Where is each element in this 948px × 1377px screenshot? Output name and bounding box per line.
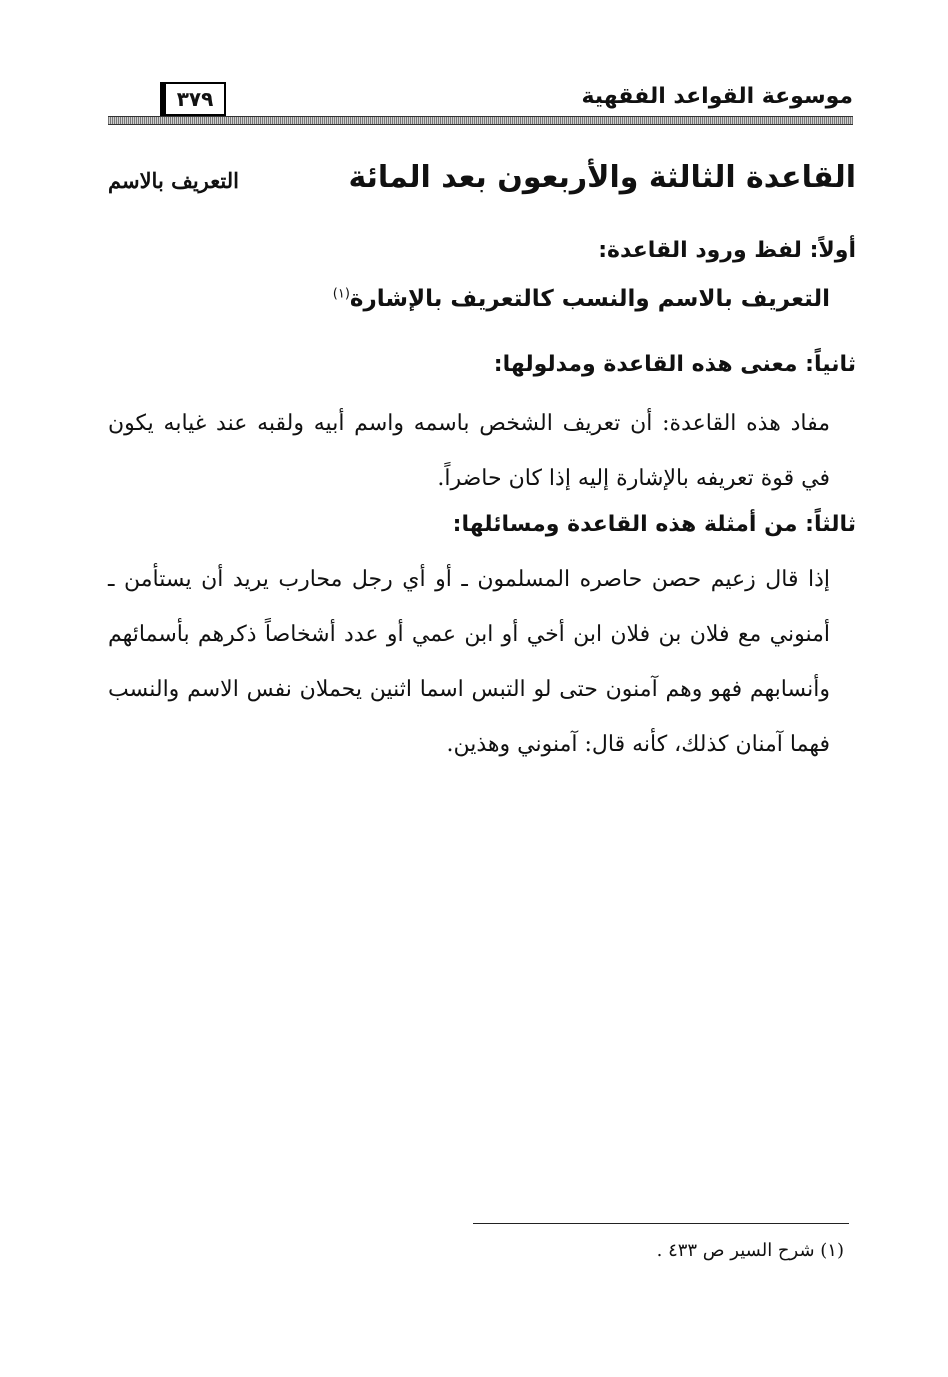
running-header	[108, 80, 853, 126]
section-heading-second: ثانياً: معنى هذه القاعدة ومدلولها:	[493, 352, 856, 377]
meaning-paragraph: مفاد هذه القاعدة: أن تعريف الشخص باسمه واسم أبيه ولقبه عند غيابه يكون في قوة تعريفه بالإشارة إليه إذا كان حاضراً.	[108, 411, 830, 491]
header-decorative-rule	[108, 116, 853, 125]
footnote-separator	[473, 1223, 849, 1224]
rule-wording-text: التعريف بالاسم والنسب كالتعريف بالإشارة	[349, 286, 830, 312]
section-heading-third: ثالثاً: من أمثلة هذه القاعدة ومسائلها:	[452, 512, 856, 537]
rule-title: القاعدة الثالثة والأربعون بعد المائة	[348, 160, 856, 195]
section-heading-first: أولاً: لفظ ورود القاعدة:	[598, 238, 856, 263]
footnote: (١) شرح السير ص ٤٣٣ .	[656, 1240, 844, 1261]
footnote-reference: (١)	[332, 286, 350, 302]
examples-paragraph: إذا قال زعيم حصن حاصره المسلمون ـ أو أي رجل محارب يريد أن يستأمن ـ أمنوني مع فلان بن فلان ابن أخي أو ابن عمي أو عدد أشخاصاً ذكرهم بأسمائهم وأنسابهم فهو وهم آمنون حتى لو التبس اسما اثنين يحملان نفس الاسم والنسب فهما آمنان كذلك، كأنه قال: آمنوني وهذين.	[108, 567, 830, 757]
rule-wording	[333, 286, 830, 312]
page-number: ٣٧٩	[160, 82, 226, 116]
book-title: موسوعة القواعد الفقهية	[581, 84, 853, 109]
rule-side-label: التعريف بالاسم	[108, 168, 239, 193]
